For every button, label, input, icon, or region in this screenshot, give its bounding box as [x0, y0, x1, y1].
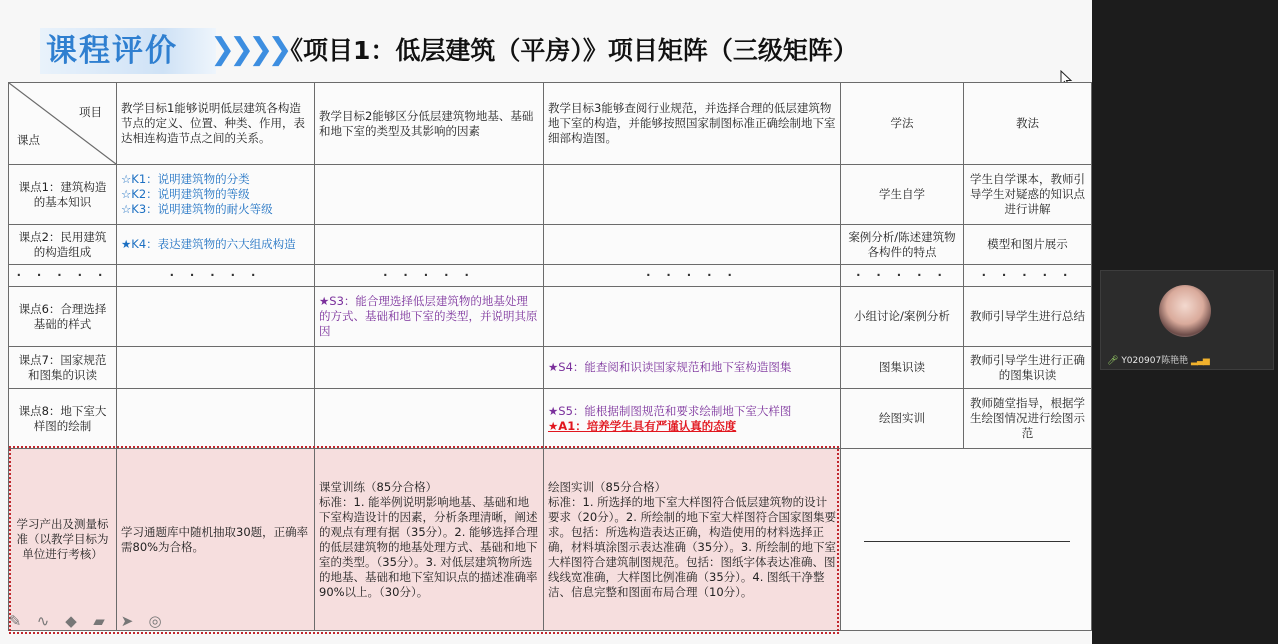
ellipsis-cell: · · · · ·: [841, 265, 964, 287]
skill-item: ★S5：能根据制图规范和要求绘制地下室大样图: [548, 403, 792, 418]
goal-3-cell: [544, 165, 841, 225]
goal-3-cell: [544, 287, 841, 347]
participant-video-tile[interactable]: [1100, 270, 1274, 370]
header-row: [9, 83, 1092, 165]
learning-method-cell: 案例分析/陈述建筑物各构件的特点: [841, 225, 964, 265]
column-goal-3: 教学目标3能够查阅行业规范，并选择合理的低层建筑物地下室的构造，并能够按照国家制图标准正确绘制地下室细部构造图。: [544, 83, 841, 165]
goal-1-cell: ★K4：表达建筑物的六大组成构造: [117, 225, 315, 265]
pen-icon[interactable]: ✎: [8, 612, 22, 630]
table-row: [9, 389, 1092, 449]
eraser-icon[interactable]: ▰: [93, 612, 105, 630]
teaching-method-cell: 教师引导学生进行总结: [964, 287, 1092, 347]
table-row: [9, 347, 1092, 389]
output-label: 学习产出及测量标准（以教学目标为单位进行考核）: [9, 449, 117, 631]
ellipsis-cell: · · · · ·: [964, 265, 1092, 287]
row-label: 课点2：民用建筑的构造组成: [9, 225, 117, 265]
row-label: 课点6：合理选择基础的样式: [9, 287, 117, 347]
goal-3-cell: [544, 225, 841, 265]
ellipsis-cell: · · · · ·: [544, 265, 841, 287]
ellipsis-cell: · · · · ·: [117, 265, 315, 287]
output-blank-cell: [841, 449, 1092, 631]
output-goal-3: 绘图实训（85分合格） 标准：1. 所选择的地下室大样图符合低层建筑物的设计要求（20分）。2. 所绘制的地下室大样图符合国家图集要求。包括：所选构造表达正确，构造使用的材料选择正确，材料填涂图示表达准确（35分）。3. 所绘制的地下室大样图符合建筑制图规范。包括：图纸字体表达准确、图线线宽准确，大样图比例准确（35分）。4. 图纸干净整洁、信息完整和图面布局合理（10分）。: [544, 449, 841, 631]
corner-header-cell: [9, 83, 117, 165]
chevrons-icon: ❯❯❯❯: [210, 32, 287, 67]
participant-name-text: Y020907陈艳艳: [1121, 356, 1189, 366]
row-label: 课点8：地下室大样图的绘制: [9, 389, 117, 449]
section-tag: 课程评价: [40, 28, 216, 74]
ellipsis-cell: · · · · ·: [9, 265, 117, 287]
corner-project-label: 项目: [79, 105, 102, 119]
ellipsis-row: [9, 265, 1092, 287]
column-teaching-method: 教法: [964, 83, 1092, 165]
column-goal-1: 教学目标1能够说明低层建筑各构造节点的定义、位置、种类、作用，表达相连构造节点之间的关系。: [117, 83, 315, 165]
ellipsis-cell: · · · · ·: [315, 265, 544, 287]
annotation-toolbar: [4, 610, 166, 636]
goal-1-cell: [117, 287, 315, 347]
teaching-method-cell: 教师随堂指导，根据学生绘图情况进行绘图示范: [964, 389, 1092, 449]
knowledge-item: ☆K2：说明建筑物的等级: [121, 187, 250, 201]
goal-2-cell: ★S3：能合理选择低层建筑物的地基处理的方式、基础和地下室的类型，并说明其原因: [315, 287, 544, 347]
column-learning-method: 学法: [841, 83, 964, 165]
output-row: [9, 449, 1092, 631]
goal-2-cell: [315, 347, 544, 389]
table-row: [9, 165, 1092, 225]
pointer-icon[interactable]: ➤: [120, 612, 134, 630]
corner-point-label: 课点: [17, 133, 40, 147]
column-goal-2: 教学目标2能够区分低层建筑物地基、基础和地下室的类型及其影响的因素: [315, 83, 544, 165]
project-matrix-table: [8, 82, 1092, 631]
knowledge-item: ☆K1：说明建筑物的分类: [121, 172, 250, 186]
mic-icon: 🎤︎: [1107, 356, 1119, 366]
signal-icon: ▂▃▅: [1191, 356, 1209, 366]
knowledge-item: ☆K3：说明建筑物的耐火等级: [121, 202, 273, 216]
learning-method-cell: 绘图实训: [841, 389, 964, 449]
learning-method-cell: 图集识读: [841, 347, 964, 389]
goal-1-cell: [117, 165, 315, 225]
teaching-method-cell: 教师引导学生进行正确的图集识读: [964, 347, 1092, 389]
curve-icon[interactable]: ∿: [36, 612, 50, 630]
goal-3-cell: [544, 389, 841, 449]
table-row: [9, 287, 1092, 347]
signature-line: [864, 541, 1070, 542]
goal-3-cell: ★S4：能查阅和识读国家规范和地下室构造图集: [544, 347, 841, 389]
learning-method-cell: 学生自学: [841, 165, 964, 225]
table-row: [9, 225, 1092, 265]
participant-name: [1107, 353, 1209, 366]
goal-1-cell: [117, 389, 315, 449]
goal-1-cell: [117, 347, 315, 389]
row-label: 课点7：国家规范和图集的识读: [9, 347, 117, 389]
goal-2-cell: [315, 389, 544, 449]
learning-method-cell: 小组讨论/案例分析: [841, 287, 964, 347]
row-label: 课点1：建筑构造的基本知识: [9, 165, 117, 225]
output-goal-2: 课堂训练（85分合格） 标准：1. 能举例说明影响地基、基础和地下室构造设计的因素，分析条理清晰，阐述的观点有理有据（35分）。2. 能够选择合理的低层建筑物的地基处理方式、基础和地下室的类型。（35分）。3. 对低层建筑物所选的地基、基础和地下室知识点的描述准确率90%以上。（30分）。: [315, 449, 544, 631]
teaching-method-cell: 模型和图片展示: [964, 225, 1092, 265]
teaching-method-cell: 学生自学课本，教师引导学生对疑惑的知识点进行讲解: [964, 165, 1092, 225]
title-bar: [0, 22, 1092, 80]
target-icon[interactable]: ◎: [148, 612, 162, 630]
highlighter-icon[interactable]: ◆: [65, 612, 77, 630]
slide-title: 《项目1：低层建筑（平房）》项目矩阵（三级矩阵）: [278, 36, 858, 65]
goal-2-cell: [315, 225, 544, 265]
avatar: [1159, 285, 1211, 337]
goal-2-cell: [315, 165, 544, 225]
output-goal-1: 学习通题库中随机抽取30题，正确率需80%为合格。: [117, 449, 315, 631]
attitude-item: ★A1：培养学生具有严谨认真的态度: [548, 418, 737, 433]
